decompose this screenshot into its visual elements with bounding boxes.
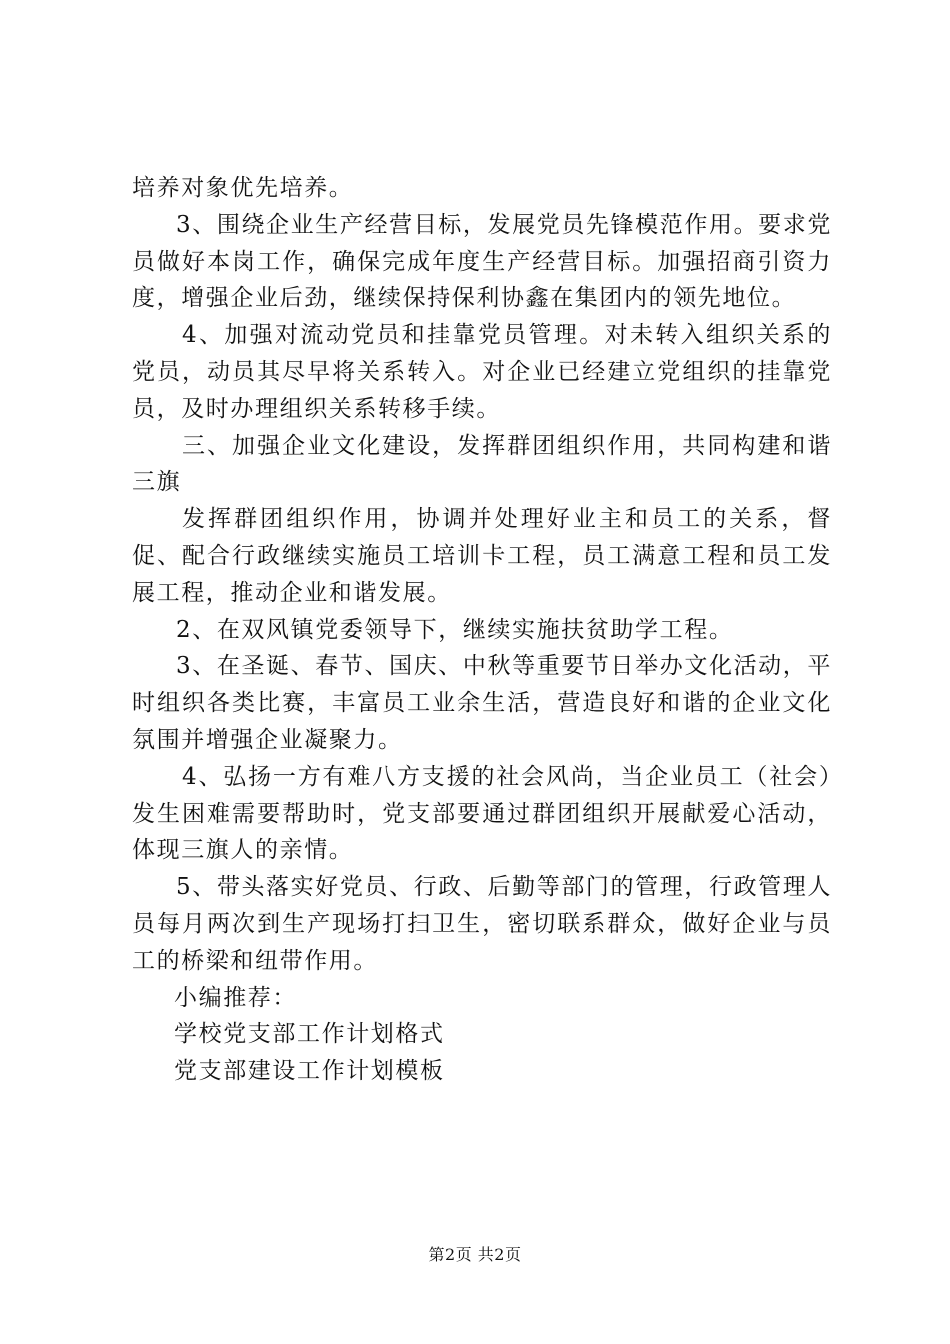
paragraph: 2、在双风镇党委领导下，继续实施扶贫助学工程。: [176, 616, 734, 643]
section-heading: 三、加强企业文化建设，发挥群团组织作用，共同构建和谐三旗: [132, 432, 832, 496]
recommend-link[interactable]: 学校党支部工作计划格式: [174, 1021, 445, 1048]
paragraph: 5、带头落实好党员、行政、后勤等部门的管理，行政管理人员每月两次到生产现场打扫卫生，密切联系群众，做好企业与员工的桥梁和纽带作用。: [132, 874, 832, 974]
paragraph: 4、弘扬一方有难八方支援的社会风尚，当企业员工（社会）发生困难需要帮助时，党支部要通过群团组织开展献爱心活动，体现三旗人的亲情。: [132, 763, 832, 864]
paragraph: 3、围绕企业生产经营目标，发展党员先锋模范作用。要求党员做好本岗工作，确保完成年度生产经营目标。加强招商引资力度，增强企业后劲，继续保持保利协鑫在集团内的领先地位。: [132, 211, 832, 312]
document-body: [132, 170, 832, 1090]
paragraph: 4、加强对流动党员和挂靠党员管理。对未转入组织关系的党员，动员其尽早将关系转入。对企业已经建立党组织的挂靠党员，及时办理组织关系转移手续。: [132, 322, 832, 422]
paragraph: 3、在圣诞、春节、国庆、中秋等重要节日举办文化活动，平时组织各类比赛，丰富员工业余生活，营造良好和谐的企业文化氛围并增强企业凝聚力。: [132, 653, 832, 753]
recommend-label: 小编推荐：: [174, 984, 297, 1011]
paragraph: 发挥群团组织作用，协调并处理好业主和员工的关系，督促、配合行政继续实施员工培训卡工程，员工满意工程和员工发展工程，推动企业和谐发展。: [132, 506, 832, 606]
page-number: 第2页 共2页: [428, 1245, 522, 1264]
paragraph: 培养对象优先培养。: [132, 175, 354, 201]
recommend-link[interactable]: 党支部建设工作计划模板: [174, 1058, 445, 1085]
